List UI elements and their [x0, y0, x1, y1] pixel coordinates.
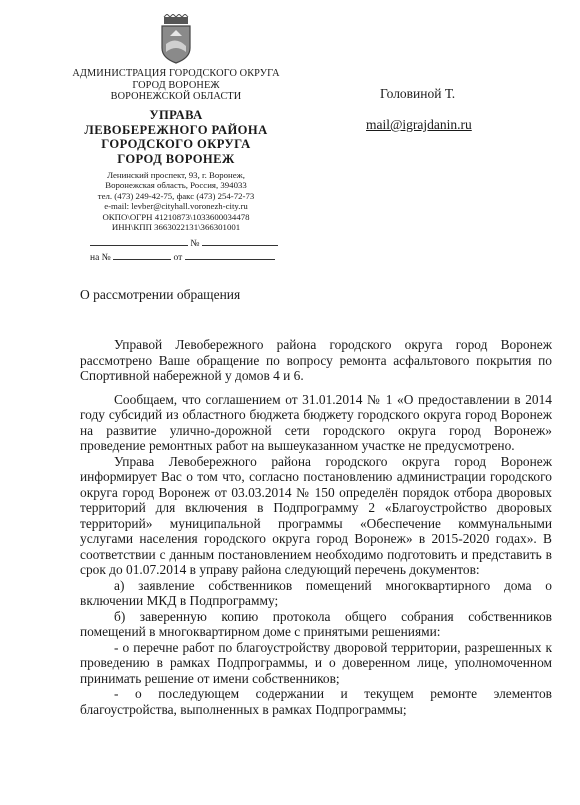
reg-number-blank [202, 236, 278, 246]
org-line: ГОРОД ВОРОНЕЖ [117, 151, 235, 166]
city-crest-icon [158, 14, 194, 64]
recipient-email[interactable]: mail@igrajdanin.ru [366, 117, 472, 132]
reg-from-label: от [173, 253, 183, 263]
phone-line: тел. (473) 249-42-75, факс (473) 254-72-73 [97, 190, 255, 201]
reg-from-blank [185, 250, 275, 260]
body-paragraph: Управой Левобережного района городского округа город Воронеж рассмотрено Ваше обращение по вопросу ремонта асфальтового покрытия по Спортивной набережной у домов 4 и 6. [80, 337, 552, 383]
sub-item: - о последующем содержании и текущем ремонте элементов благоустройства, выполненных в рамках Подпрограммы; [80, 686, 552, 717]
reg-on-blank [113, 250, 171, 260]
email-line: e-mail: levber@cityhall.voronezh-city.ru [104, 201, 248, 212]
admin-name [60, 68, 292, 103]
letter-subject: О рассмотрении обращения [80, 287, 241, 302]
recipient-name: Головиной Т. [380, 86, 456, 101]
incoming-reg-line [90, 250, 275, 263]
org-line: ЛЕВОБЕРЕЖНОГО РАЙОНА [84, 122, 268, 137]
contact-block [60, 170, 292, 232]
reg-on-label: на № [90, 253, 111, 263]
body-paragraph: Управа Левобережного района городского округа город Воронеж информирует Вас о том что, согласно постановлению администрации городского округа город Воронеж от 03.03.2014 № 150 определён порядок отбора дворовых территорий для включения в Подпрограмму 2 «Благоустройство дворовых территорий» муниципальной программы «Обеспечение коммунальными услугами населения городского округа город Воронеж» в 2015-2020 годах». В соответствии с данным постановлением необходимо подготовить и представить в срок до 01.07.2014 в управу района следующий перечень документов: [80, 453, 552, 577]
body-paragraph: Сообщаем, что соглашением от 31.01.2014 № 1 «О предоставлении в 2014 году субсидий из областного бюджета бюджету городского округа город Воронеж на развитие улично-дорожной сети городского округа город Воронеж» проведение ремонтных работ на вышеуказанном участке не предусмотрено. [80, 391, 552, 453]
org-line: ГОРОДСКОГО ОКРУГА [101, 137, 251, 152]
organization-name [60, 108, 292, 166]
address-line: Ленинский проспект, 93, г. Воронеж, [107, 170, 245, 180]
okpo-line: ОКПО\ОГРН 41210873\1033600034478 [102, 211, 250, 222]
sub-item: - о перечне работ по благоустройству дворовой территории, разрешенных к проведению в рамках Подпрограммы, и о доверенном лице, уполномоченном принимать решение от имени собственников; [80, 639, 552, 686]
org-line: УПРАВА [149, 108, 203, 122]
reg-date-blank [90, 236, 188, 246]
list-item-a: а) заявление собственников помещений многоквартирного дома о включении МКД в Подпрограмму; [80, 577, 552, 608]
admin-line: ГОРОД ВОРОНЕЖ [132, 79, 220, 91]
inn-line: ИНН\КПП 3663022131\366301001 [111, 222, 241, 233]
letter-body [80, 337, 552, 717]
outgoing-reg-line [90, 236, 278, 249]
admin-line: ВОРОНЕЖСКОЙ ОБЛАСТИ [110, 91, 242, 103]
reg-number-sign: № [190, 239, 200, 249]
region-line: Воронежская область, Россия, 394033 [105, 180, 247, 191]
list-item-b: б) заверенную копию протокола общего собрания собственников помещений в многоквартирном доме с принятыми решениями: [80, 608, 552, 639]
admin-line: АДМИНИСТРАЦИЯ ГОРОДСКОГО ОКРУГА [72, 68, 280, 79]
